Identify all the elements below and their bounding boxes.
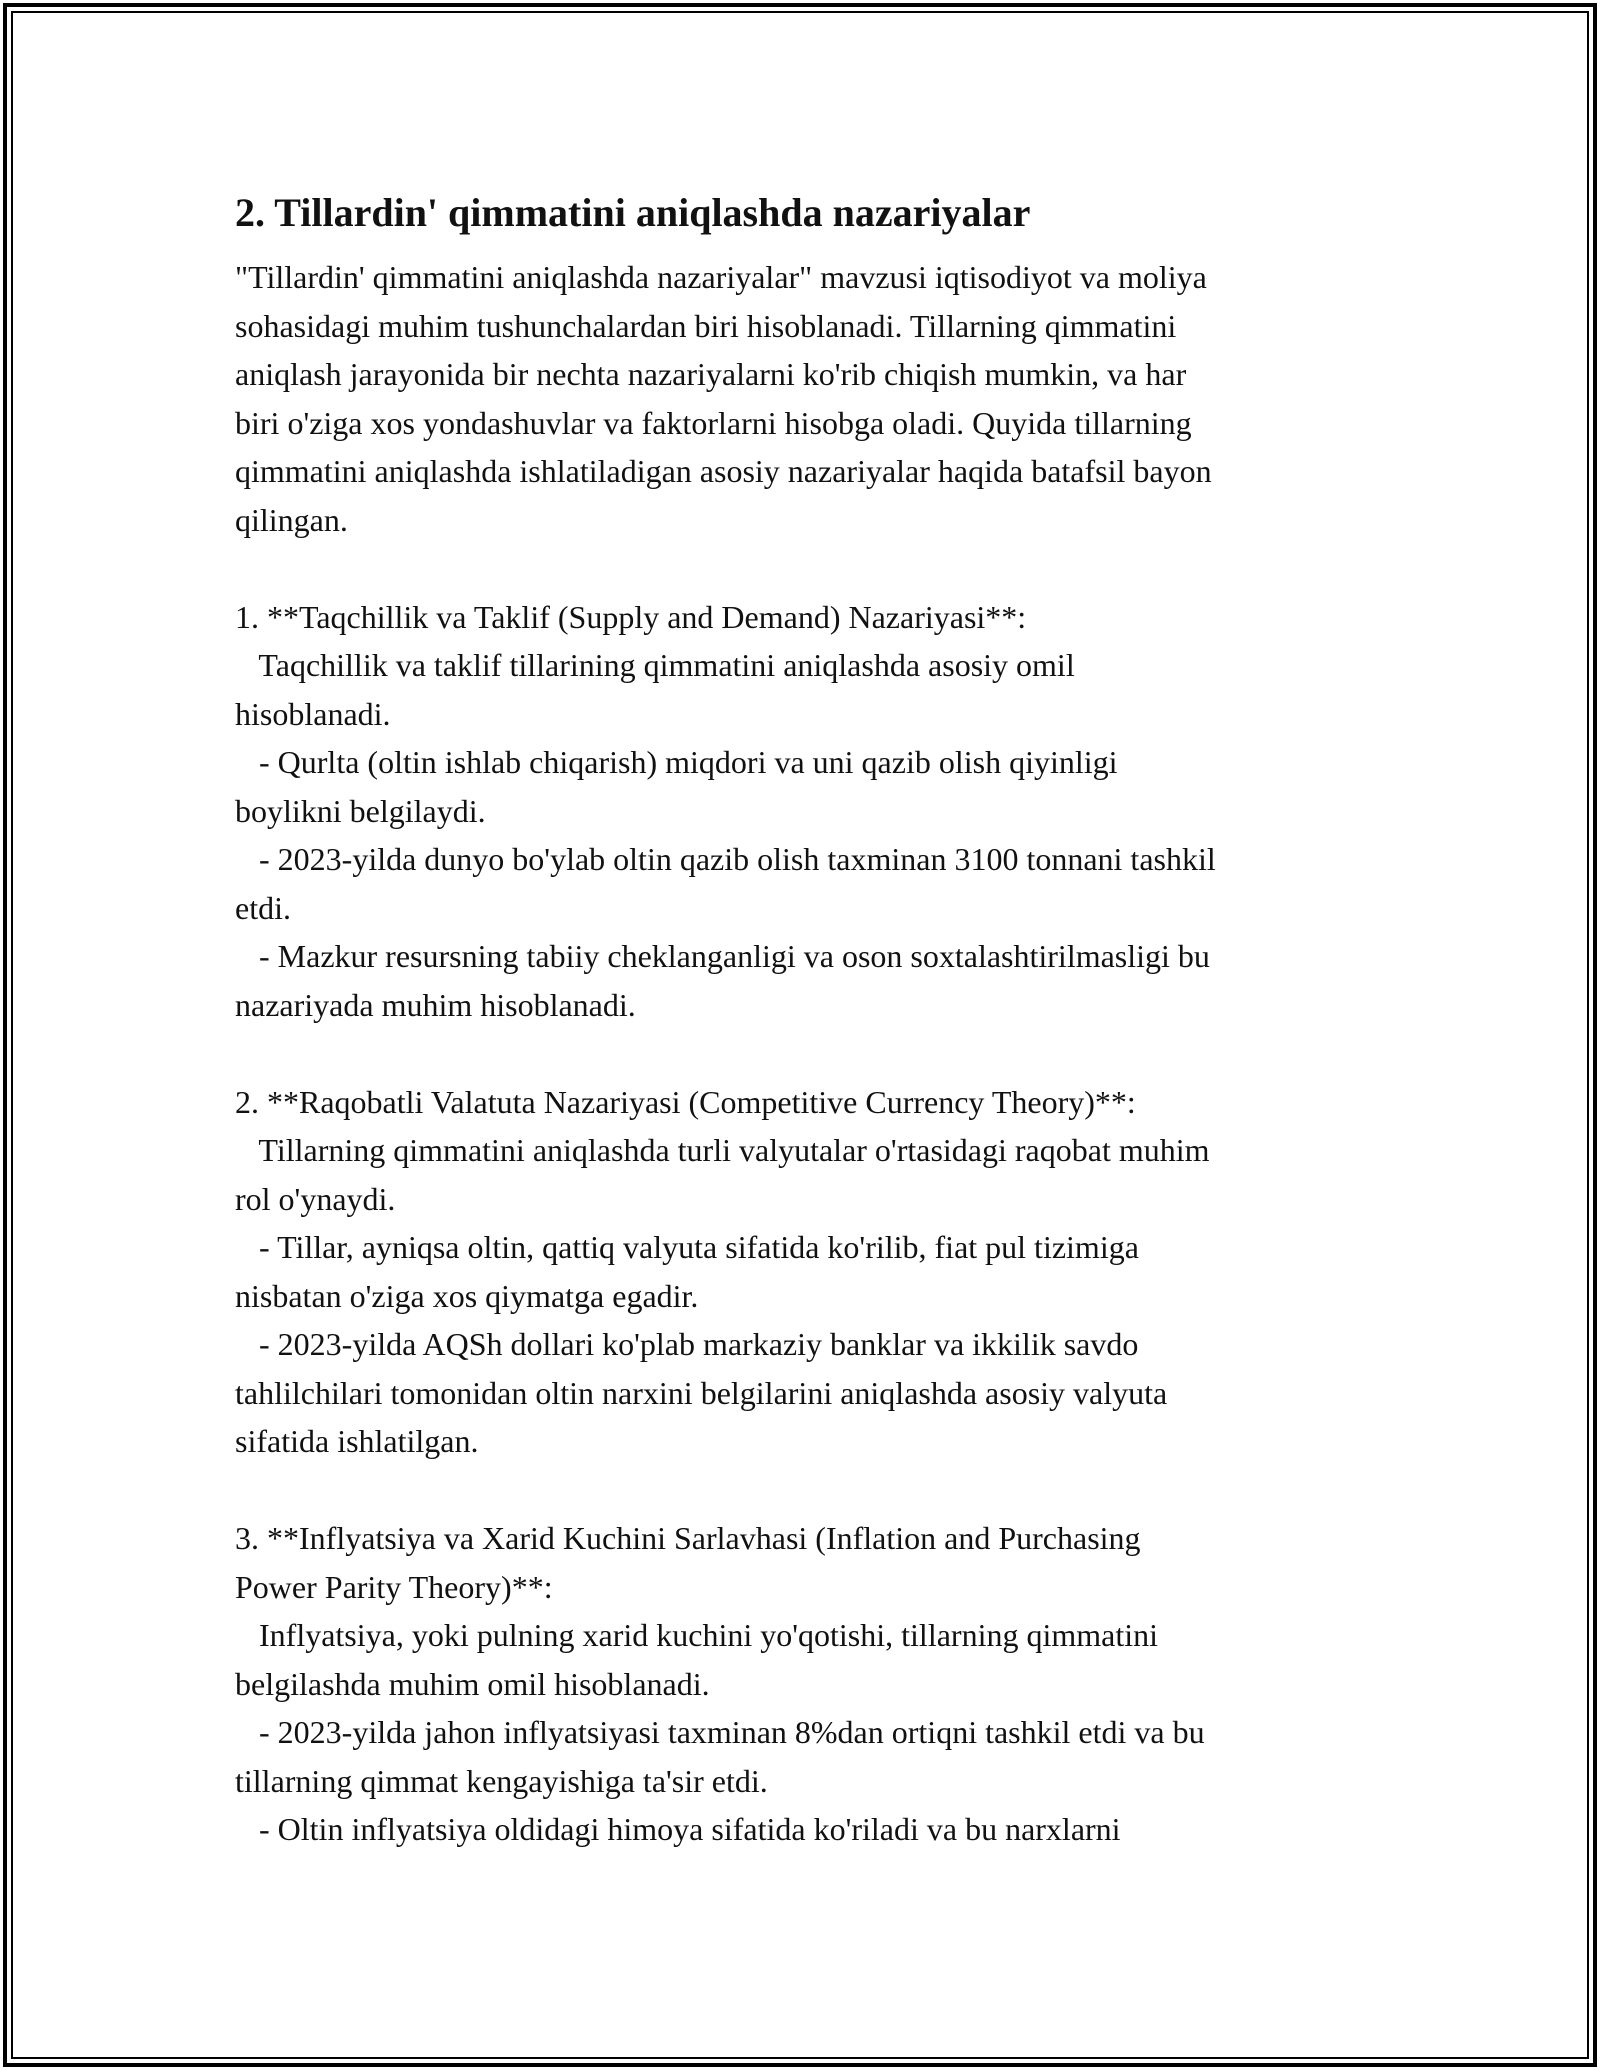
document-content (235, 185, 1365, 1854)
blank-line (235, 1029, 1365, 1078)
text-line: 3. **Inflyatsiya va Xarid Kuchini Sarlavhasi (Inflation and Purchasing (235, 1520, 1141, 1556)
text-line: Inflyatsiya, yoki pulning xarid kuchini yo'qotishi, tillarning qimmatini (235, 1617, 1158, 1653)
text-line: - Mazkur resursning tabiiy cheklanganligi va oson soxtalashtirilmasligi bu (235, 938, 1210, 974)
text-line: hisoblanadi. (235, 695, 391, 732)
text-line: - Qurlta (oltin ishlab chiqarish) miqdori va uni qazib olish qiyinligi (235, 744, 1118, 780)
text-line: belgilashda muhim omil hisoblanadi. (235, 1665, 710, 1702)
text-line: qimmatini aniqlashda ishlatiladigan asosiy nazariyalar haqida batafsil bayon (235, 453, 1212, 489)
text-line: - 2023-yilda dunyo bo'ylab oltin qazib olish taxminan 3100 tonnani tashkil (235, 841, 1216, 877)
text-line: Power Parity Theory)**: (235, 1568, 553, 1605)
text-line: tillarning qimmat kengayishiga ta'sir etdi. (235, 1762, 768, 1799)
text-line: nisbatan o'ziga xos qiymatga egadir. (235, 1277, 699, 1314)
text-line: "Tillardin' qimmatini aniqlashda nazariyalar" mavzusi iqtisodiyot va moliya (235, 259, 1207, 295)
text-line: etdi. (235, 889, 291, 926)
text-line: sifatida ishlatilgan. (235, 1423, 479, 1459)
text-line: - Oltin inflyatsiya oldidagi himoya sifatida ko'riladi va bu narxlarni (235, 1811, 1121, 1847)
blank-line (235, 1466, 1365, 1515)
text-line: - 2023-yilda AQSh dollari ko'plab markaziy banklar va ikkilik savdo (235, 1326, 1139, 1362)
text-line: qilingan. (235, 501, 348, 538)
text-line: - 2023-yilda jahon inflyatsiyasi taxminan 8%dan ortiqni tashkil etdi va bu (235, 1714, 1205, 1750)
text-line: rol o'ynaydi. (235, 1180, 396, 1217)
body-text (235, 253, 1365, 1854)
text-line: tahlilchilari tomonidan oltin narxini belgilarini aniqlashda asosiy valyuta (235, 1374, 1168, 1411)
text-line: biri o'ziga xos yondashuvlar va faktorlarni hisobga oladi. Quyida tillarning (235, 404, 1192, 441)
text-line: Tillarning qimmatini aniqlashda turli valyutalar o'rtasidagi raqobat muhim (235, 1132, 1210, 1168)
blank-line (235, 544, 1365, 593)
text-line: nazariyada muhim hisoblanadi. (235, 986, 636, 1023)
text-line: sohasidagi muhim tushunchalardan biri hisoblanadi. Tillarning qimmatini (235, 307, 1177, 344)
text-line: Taqchillik va taklif tillarining qimmatini aniqlashda asosiy omil (235, 647, 1075, 683)
text-line: boylikni belgilaydi. (235, 792, 486, 829)
section-heading: 2. Tillardin' qimmatini aniqlashda nazariyalar (235, 190, 1031, 235)
text-line: - Tillar, ayniqsa oltin, qattiq valyuta sifatida ko'rilib, fiat pul tizimiga (235, 1229, 1139, 1265)
text-line: 2. **Raqobatli Valatuta Nazariyasi (Competitive Currency Theory)**: (235, 1083, 1136, 1120)
text-line: 1. **Taqchillik va Taklif (Supply and Demand) Nazariyasi**: (235, 598, 1027, 635)
text-line: aniqlash jarayonida bir nechta nazariyalarni ko'rib chiqish mumkin, va har (235, 356, 1187, 392)
